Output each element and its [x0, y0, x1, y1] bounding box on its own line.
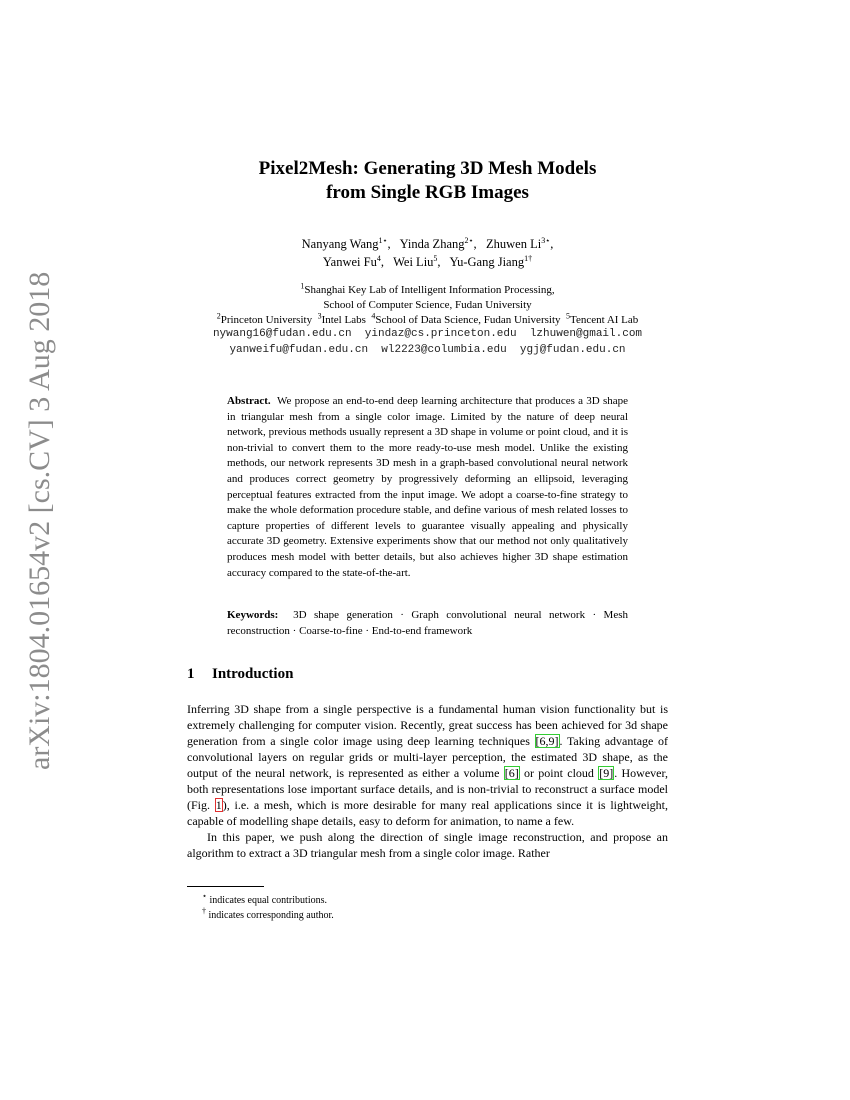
author-marks: 4 [376, 253, 381, 263]
affiliations [187, 283, 668, 328]
affiliation-line-3 [187, 313, 668, 328]
affiliation-text: School of Data Science, Fudan University [375, 314, 561, 326]
author-name: Yanwei Fu [322, 255, 377, 269]
affiliation-marker: 5 [566, 311, 571, 321]
affiliation-marker: 4 [371, 311, 376, 321]
affiliation-text: Princeton University [220, 314, 313, 326]
affiliation-marker: 3 [317, 311, 322, 321]
footnote [202, 893, 668, 908]
email-list [177, 327, 678, 358]
section-number: 1 [187, 666, 195, 682]
affiliation-marker: 2 [216, 311, 221, 321]
footnote-mark: ⋆ [202, 891, 208, 901]
keywords-label: Keywords: [227, 609, 279, 621]
author-name: Yu-Gang Jiang [449, 255, 525, 269]
author-marks: 1† [524, 253, 533, 263]
author-line-1: Nanyang Wang$^{1⋆}$, Yinda Zhang$^{2⋆}$, Zhuwen $Li^{3⋆}$, [301, 235, 554, 251]
keywords [227, 608, 628, 639]
author-list [187, 235, 668, 271]
footnote [202, 908, 668, 923]
affiliation-text: Shanghai Key Lab of Intelligent Information Processing, [304, 284, 555, 296]
author-name: Zhuwen Li [486, 237, 542, 251]
author-marks: 1⋆ [378, 235, 388, 245]
author-marks: 5 [433, 253, 438, 263]
footnotes [202, 893, 668, 923]
paragraph-text: or point cloud [519, 766, 599, 780]
footnote-text: indicates corresponding author. [208, 910, 334, 921]
abstract [227, 394, 628, 581]
affiliation-text: Intel Labs [321, 314, 366, 326]
author-name: Yinda Zhang [399, 237, 465, 251]
abstract-text: We propose an end-to-end deep learning architecture that produces a 3D shape in triangular mesh from a single color image. Limited by the nature of deep neural network, previous methods usually represent a 3D shape in volume or point cloud, and it is non-trivial to convert them to the more ready-to-use mesh model. Unlike the existing methods, our network represents 3D mesh in a graph-based convolutional neural network and produces correct geometry by progressively deforming an ellipsoid, leveraging perceptual features extracted from the input image. We adopt a coarse-to-fine strategy to make the whole deformation procedure stable, and define various of mesh related losses to capture properties of different levels to guarantee visually appealing and physically accurate 3D geometry. Extensive experiments show that our method not only qualitatively produces mesh model with better details, but also achieves higher 3D shape estimation accuracy compared to the state-of-the-art. [227, 395, 628, 579]
citation-link[interactable]: [6,9] [535, 734, 559, 748]
abstract-label: Abstract. [227, 395, 271, 407]
footnote-mark: † [202, 906, 206, 916]
email-line-1 [177, 327, 678, 343]
paper-title [187, 157, 668, 205]
affiliation-line-1 [187, 283, 668, 298]
paragraph-text: ), i.e. a mesh, which is more desirable for many real applications since it is lightweight, capable of modelling shape details, easy to deform for animation, to name a few. [187, 798, 668, 828]
author-marks: 3⋆ [541, 235, 551, 245]
section-heading [187, 666, 293, 683]
paragraph: In this paper, we push along the direction of single image reconstruction, and propose an algorithm to extract a 3D triangular mesh from a single color image. Rather [187, 830, 668, 860]
footnote-text: indicates equal contributions. [209, 895, 327, 906]
email-address[interactable]: yanweifu@fudan.edu.cn [229, 343, 369, 356]
author-line-2: Yanwei Fu$^4$, Wei Liu$^5$, Yu-Gang Jiang$^{1\dagger}$ [322, 253, 533, 269]
affiliation-line-2: School of Computer Science, Fudan University [323, 299, 532, 311]
email-address[interactable]: nywang16@fudan.edu.cn [212, 328, 352, 340]
email-address[interactable]: wl2223@columbia.edu [381, 343, 507, 356]
paragraph-text: Inferring 3D shape from a single perspective is a fundamental human vision functionality but is extremely challenging for computer vision. Recently, great success has been achieved for 3d shape generation from a single color image using deep learning techniques [187, 702, 668, 748]
footnote-divider [187, 886, 264, 887]
paragraph-text: . However, both representations lose important surface details, and is non-trivial to reconstruct a surface model (Fig. [187, 766, 669, 812]
paragraph-text: . Taking advantage of convolutional layers on regular grids or multi-layer perception, the estimated 3D shape, as the output of the neural network, is represented as either a volume [187, 734, 668, 780]
citation-link[interactable]: [6] [504, 766, 519, 780]
figure-reference-link[interactable]: 1 [215, 798, 222, 812]
keywords-text: 3D shape generation · Graph convolutional neural network · Mesh reconstruction · Coarse-to-fine · End-to-end framework [227, 609, 628, 637]
affiliation-text: Tencent AI Lab [570, 314, 639, 326]
email-address[interactable]: lzhuwen@gmail.com [529, 328, 643, 340]
paragraph [187, 701, 668, 829]
citation-link[interactable]: [9] [599, 766, 614, 780]
author-marks: 2⋆ [464, 235, 474, 245]
introduction-body [187, 701, 668, 861]
email-address[interactable]: yindaz@cs.princeton.edu [364, 328, 517, 340]
author-name: Nanyang Wang [301, 237, 379, 251]
author-name: Wei Liu [393, 255, 434, 269]
email-address[interactable]: ygj@fudan.edu.cn [519, 343, 626, 356]
title-line-1: Pixel2Mesh: Generating 3D Mesh Models [258, 158, 597, 179]
section-title: Introduction [212, 666, 294, 682]
affiliation-marker: 1 [300, 281, 305, 291]
arxiv-identifier-stamp: arXiv:1804.01654v2 [cs.CV] 3 Aug 2018 [23, 271, 56, 770]
title-line-2: from Single RGB Images [326, 182, 529, 203]
email-line-2 [177, 343, 678, 359]
